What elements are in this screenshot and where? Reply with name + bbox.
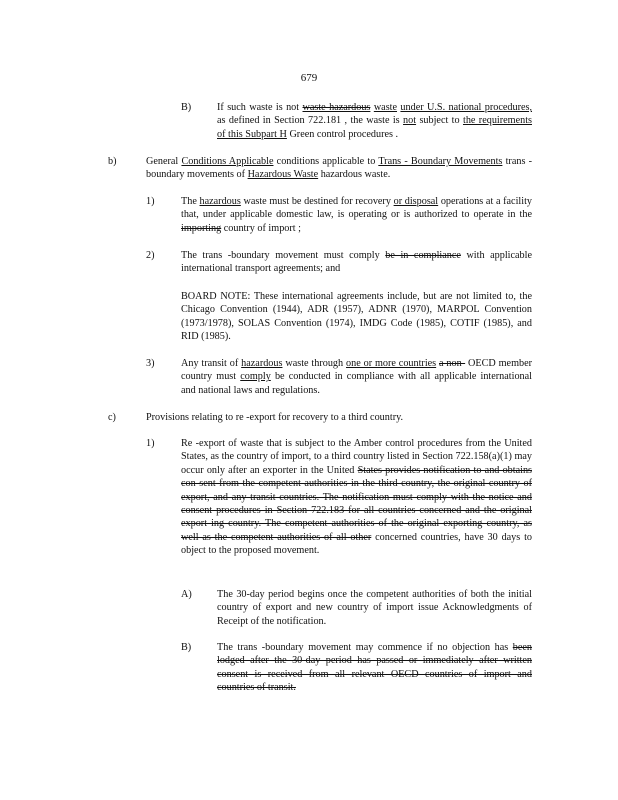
item-label-b3: 3) (146, 358, 155, 369)
inserted-text: comply (240, 371, 271, 383)
struck-text: importing (181, 222, 222, 234)
paragraph-b3 (181, 357, 532, 397)
paragraph-b1 (181, 195, 532, 235)
struck-text: States provides notification to and obtains con sent from the competent authorities in the third country, the original country of export, and any transit countries. The notification must comply with the notice and consent procedures in Section 722.183 for all countries concerned and the original export ing country. The competent authorities of the original exporting country, as well as the competent authorities of all other (181, 464, 532, 543)
struck-text: be in compliance (385, 250, 461, 261)
inserted-text: Hazardous Waste (247, 169, 319, 181)
text-run: be conducted in compliance with all applicable international and national laws and regulations. (181, 371, 532, 396)
text-run: waste must be destined for recovery (240, 196, 394, 207)
text-run: subject to (416, 115, 463, 127)
text-run: country of import ; (221, 222, 301, 234)
text-run: General (146, 156, 182, 167)
paragraph-b2note (181, 290, 532, 344)
text-run: Green control procedures . (286, 128, 399, 140)
item-label-c1: 1) (146, 438, 155, 449)
text-run: The trans -boundary movement may commence if no objection has (217, 642, 513, 653)
text-run: If such waste is not (217, 102, 303, 113)
text-run: as defined in Section 722.181 , the waste is (217, 115, 404, 127)
inserted-text: one or more countries (346, 358, 437, 369)
paragraph-c1A (217, 588, 532, 628)
text-run: operations at a facility that, under applicable domestic law, is operating or is authorized to operate in the (181, 196, 532, 221)
struck-text: a non- (439, 358, 466, 369)
text-run: The (181, 196, 200, 207)
inserted-text: Trans - Boundary Movements (378, 156, 503, 167)
text-run: concerned countries, have 30 days to object to the proposed movement. (181, 531, 532, 557)
text-run: Any transit of (181, 358, 242, 369)
text-run: BOARD NOTE: These international agreements include, but are not limited to, the Chicago Convention (1944), ADR (1957), ADNR (1970), MARPOL Convention (1973/1978), SOLAS Convention (1974), IMDG Code (1985), COTIF (1985), and RID (1985). (181, 291, 532, 343)
inserted-text: Conditions Applicable (181, 156, 274, 167)
paragraph-b2 (181, 249, 532, 276)
text-run: trans -boundary movements of (146, 156, 532, 181)
paragraph-a3B (217, 101, 532, 141)
inserted-text: hazardous (241, 358, 283, 369)
inserted-text: under U.S. national procedures, (400, 102, 533, 113)
text-run: waste through (282, 358, 347, 369)
item-label-b2: 2) (146, 250, 155, 261)
text-run: waste hazardous (302, 102, 371, 113)
text-run: hazardous waste. (318, 169, 391, 181)
paragraph-b (146, 155, 532, 182)
item-label-c1B: B) (181, 642, 192, 653)
paragraph-c (146, 411, 532, 424)
item-label-b: b) (108, 156, 117, 167)
inserted-text: hazardous (199, 196, 241, 207)
page-number: 679 (300, 72, 318, 84)
item-label-b1: 1) (146, 196, 155, 207)
inserted-text: waste (373, 102, 398, 113)
paragraph-c1 (181, 437, 532, 558)
paragraph-c1B (217, 641, 532, 695)
inserted-text: or disposal (393, 196, 439, 207)
item-label-c: c) (108, 412, 116, 423)
text-run: The 30-day period begins once the competent authorities of both the initial country of export and new country of import issue Acknowledgments of Receipt of the notification. (217, 589, 532, 627)
text-run: Provisions relating to re -export for recovery to a third country. (146, 412, 404, 423)
text-run: OECD member country must (181, 358, 533, 383)
struck-text: been lodged after the 30-day period has passed or immediately after written consent is received from all relevant OECD countries of import and countries of transit. (217, 642, 532, 694)
item-label-a3B: B) (181, 102, 192, 113)
item-label-c1A: A) (181, 589, 192, 600)
inserted-text: not (403, 115, 417, 127)
text-run: with applicable international transport agreements; and (181, 250, 532, 275)
inserted-text: the requirements of this Subpart H (217, 115, 532, 140)
text-run: Re -export of waste that is subject to the Amber control procedures from the United States, as the country of import, to a third country listed in Section 722.158(a)(1) may occur only after an exporter in the United (181, 438, 532, 476)
text-run: conditions applicable to (273, 156, 379, 167)
text-run: The trans -boundary movement must comply (181, 250, 386, 261)
